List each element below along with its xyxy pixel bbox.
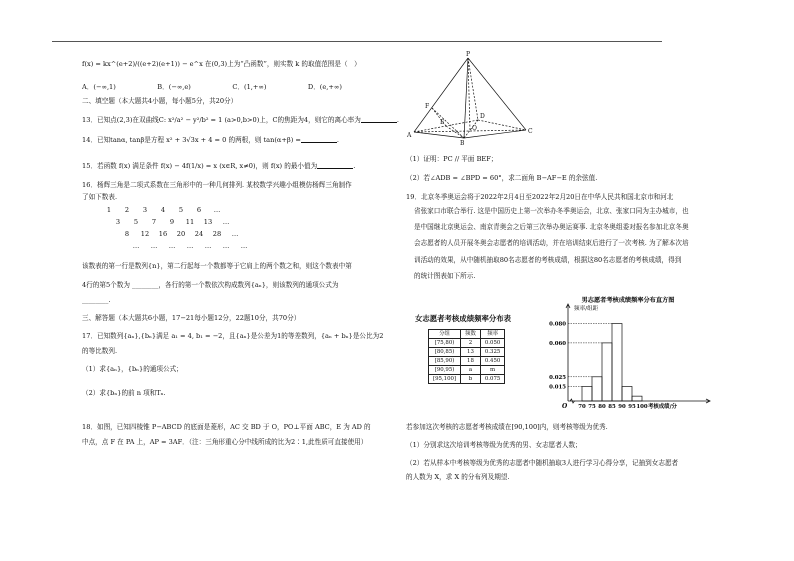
table-cell: 20 xyxy=(176,230,186,238)
q19-after-3: （2）若从样本中考核等级为优秀的志愿者中随机抽取3人进行学习心得分享，记抽到女志愿者 xyxy=(406,459,679,467)
q14-answer-blank xyxy=(301,136,337,143)
table-cell: … xyxy=(168,242,176,250)
x-tick-label: 85 xyxy=(608,404,616,410)
q19-after-4: 的人数为 X，求 X 的分布列及期望. xyxy=(406,473,510,481)
q16-tail-2: 4行的第5个数为 ________，各行的第一个数依次构成数列{aₙ}，则该数列的通项公式为 xyxy=(82,281,339,289)
table-cell: … xyxy=(240,242,248,250)
x-tick-label: 75 xyxy=(588,404,596,410)
y-tick-label: 0.080 xyxy=(549,321,566,328)
table-cell: 12 xyxy=(140,230,150,238)
q12-option-a: A．(−∞,1) xyxy=(82,83,116,91)
table-cell: 28 xyxy=(212,230,222,238)
table-cell: 16 xyxy=(158,230,168,238)
label-f: F xyxy=(425,103,430,110)
table-cell: a xyxy=(461,366,481,375)
table-cell: 18 xyxy=(461,357,481,366)
q19-line-4: 会志愿者的人员开展冬奥会志愿者的培训活动，并在培训结束后进行了一次考核. 为了解本次培 xyxy=(414,239,689,247)
number-table-row-2 xyxy=(109,218,235,226)
q12-option-d: D．(e,+∞) xyxy=(307,83,342,91)
q12-option-c: C．(1,+∞) xyxy=(232,83,267,91)
table-cell: 0.450 xyxy=(480,357,504,366)
table-row xyxy=(429,366,505,375)
q17-line-1: 17．已知数列{aₙ},{bₙ}满足 a₁ = 4, b₁ = −2，且{aₙ}是公差为1的等差数列，{aₙ + bₙ}是公比为2 xyxy=(82,332,384,340)
table-header-cell: 分组 xyxy=(429,330,461,339)
table-cell: … xyxy=(186,242,194,250)
y-tick-label: 0.025 xyxy=(549,374,566,381)
label-p: P xyxy=(466,51,471,58)
q19-line-6: 的统计图表如下所示. xyxy=(414,272,476,280)
label-o: O xyxy=(472,125,477,132)
q15-text: 15．若函数 f(x) 满足条件 f(x) − 4f(1/x) = x (x∈R, x≠0)，则 f(x) 的最小值为 xyxy=(82,162,318,170)
q16-line-1: 16．杨辉三角是二项式系数在三角形中的一种几何排列. 某校数学兴趣小组模仿杨辉三角制作 xyxy=(82,181,352,189)
table-row xyxy=(429,348,505,357)
q19-line-1: 19．北京冬季奥运会将于2022年2月4日至2022年2月20日在中华人民共和国北京市和河北 xyxy=(406,193,674,201)
table-row xyxy=(429,357,505,366)
table-cell: 2 xyxy=(124,206,130,214)
label-d: D xyxy=(480,113,485,120)
q13-text: 13．已知点(2,3)在双曲线C: x²/a² − y²/b² = 1 (a>0,b>0)上，C的焦距为4，则它的离心率为 xyxy=(82,116,361,124)
table-cell: 7 xyxy=(151,218,157,226)
q12-stem: f(x) = kx^(e+2)/((e+2)(e+1)) − e^x 在(0,3)上为“凸函数”，则实数 k 的取值范围是（ ） xyxy=(82,60,361,68)
table-cell: 1 xyxy=(106,206,112,214)
q18-line-1: 18．如图，已知四棱锥 P−ABCD 的底面是菱形，AC 交 BD 于 O，PO⊥平面 ABC，E 为 AD 的 xyxy=(82,423,371,431)
table-cell: 13 xyxy=(461,348,481,357)
q19-line-3: 是中国继北京奥运会、南京青奥会之后第三次举办奥运赛事. 北京冬奥组委对报名参加北京冬奥 xyxy=(414,223,689,231)
table-cell: 24 xyxy=(194,230,204,238)
table-cell: … xyxy=(150,242,158,250)
table-cell: 11 xyxy=(185,218,195,226)
table-cell: 9 xyxy=(169,218,175,226)
table-cell: [95,100] xyxy=(429,375,461,384)
label-e: E xyxy=(440,119,445,126)
table-header-cell: 频数 xyxy=(461,330,481,339)
table-cell: … xyxy=(213,206,221,214)
q15-answer-blank xyxy=(317,162,353,169)
x-tick-label: 90 xyxy=(618,404,626,410)
table-cell: 8 xyxy=(124,230,130,238)
q17-line-2: 的等比数列. xyxy=(82,347,118,355)
table-cell: … xyxy=(132,242,140,250)
origin-label: O xyxy=(562,403,568,410)
table-cell: [90,95) xyxy=(429,366,461,375)
table-cell: [80,85) xyxy=(429,348,461,357)
table-cell: 5 xyxy=(133,218,139,226)
table-row xyxy=(429,339,505,348)
histogram-bar xyxy=(602,343,612,401)
freq-table-title: 女志愿者考核成绩频率分布表 xyxy=(414,314,512,323)
histogram-bar xyxy=(622,386,632,401)
q19-after-1: 若参加这次考核的志愿者考核成绩在[90,100]内，则考核等级为优秀. xyxy=(406,423,608,431)
x-tick-label: 100 xyxy=(636,404,648,410)
table-cell: [75,80) xyxy=(429,339,461,348)
q18-part-2: （2）若∠ADB = ∠BPD = 60°，求二面角 B−AF−E 的余弦值. xyxy=(406,174,598,182)
table-cell: 4 xyxy=(160,206,166,214)
table-cell: m xyxy=(480,366,504,375)
edge-pc xyxy=(468,58,526,130)
chart-title: 男志愿者考核成绩频率分布直方图 xyxy=(581,297,675,304)
table-cell: … xyxy=(222,218,230,226)
header-rule xyxy=(52,41,662,42)
q18-line-2: 中点，点 F 在 PA 上，AP = 3AF．（注：三角形重心分中线所成的比为2∶1,此性质可直接使用） xyxy=(82,438,368,446)
histogram-chart xyxy=(538,295,718,413)
histogram-bar xyxy=(612,324,622,401)
table-cell: [85,90) xyxy=(429,357,461,366)
q14: 14．已知tanα, tanβ是方程 x² + 3√3x + 4 = 0 的两根，则 tan(α+β) = . xyxy=(82,136,340,144)
q17-part-2: （2）求{bₙ}的前 n 项和Tₙ. xyxy=(82,389,166,397)
table-cell: … xyxy=(231,230,239,238)
q15: 15．若函数 f(x) 满足条件 f(x) − 4f(1/x) = x (x∈R, x≠0)，则 f(x) 的最小值为 . xyxy=(82,162,356,170)
x-tick-label: 95 xyxy=(628,404,636,410)
q16-line-2: 了如下数表. xyxy=(82,193,118,201)
x-axis-label: 考核成绩/分 xyxy=(648,404,677,410)
number-table-row-4 xyxy=(127,242,253,250)
x-tick-label: 80 xyxy=(598,404,606,410)
q14-text: 14．已知tanα, tanβ是方程 x² + 3√3x + 4 = 0 的两根，则 tan(α+β) = xyxy=(82,136,301,144)
q17-part-1: （1）求{aₙ}，{bₙ}的通项公式； xyxy=(82,365,183,373)
table-row xyxy=(429,375,505,384)
q19-line-2: 省张家口市联合举行. 这是中国历史上第一次举办冬季奥运会，北京、张家口同为主办城市，也 xyxy=(414,207,689,215)
edge-ab xyxy=(414,132,464,138)
edge-pb xyxy=(464,58,468,138)
q16-tail-1: 该数表的第一行是数列{n}，第二行起每一个数都等于它肩上的两个数之和，则这个数表中第 xyxy=(82,262,352,270)
label-a: A xyxy=(407,132,412,139)
y-tick-label: 0.060 xyxy=(549,340,566,347)
q13: 13．已知点(2,3)在双曲线C: x²/a² − y²/b² = 1 (a>0,b>0)上，C的焦距为4，则它的离心率为 . xyxy=(82,116,399,124)
table-cell: 0.325 xyxy=(480,348,504,357)
table-cell: 0.075 xyxy=(480,375,504,384)
q12-options xyxy=(82,83,342,91)
y-axis-label: 频率/组距 xyxy=(574,306,599,312)
number-table-row-1 xyxy=(100,206,226,214)
table-header-row xyxy=(429,330,505,339)
table-cell: 3 xyxy=(142,206,148,214)
diagonal-ac xyxy=(414,130,526,132)
segment-fb xyxy=(432,108,464,138)
q16-tail-3: ________. xyxy=(82,296,111,304)
section-3-heading: 三、解答题（本大题共6小题，17−21每小题12分，22题10分，共70分） xyxy=(82,314,301,322)
q19-after-2: （1）分别求这次培训考核等级为优秀的男、女志愿者人数； xyxy=(406,441,582,449)
table-cell: … xyxy=(204,242,212,250)
table-cell: b xyxy=(461,375,481,384)
section-2-heading: 二、填空题（本大题共4小题，每小题5分，共20分） xyxy=(82,97,238,105)
table-cell: 2 xyxy=(461,339,481,348)
table-cell: 13 xyxy=(203,218,213,226)
table-cell: 3 xyxy=(115,218,121,226)
q12-option-b: B．(−∞,e) xyxy=(157,83,191,91)
label-b: B xyxy=(460,140,465,146)
table-cell: 5 xyxy=(178,206,184,214)
table-cell: 6 xyxy=(196,206,202,214)
histogram-bar xyxy=(582,386,592,401)
number-table-row-3 xyxy=(118,230,244,238)
y-tick-label: 0.015 xyxy=(549,384,566,391)
histogram-bar xyxy=(632,396,642,401)
freq-table-block xyxy=(410,314,516,323)
pyramid-figure xyxy=(406,50,536,146)
label-c: C xyxy=(528,128,533,135)
table-cell: … xyxy=(222,242,230,250)
q18-part-1: （1）证明：PC // 平面 BEF； xyxy=(406,155,498,163)
q19-line-5: 训活动的效果，从中随机抽取80名志愿者的考核成绩，根据这80名志愿者的考核成绩，得到 xyxy=(414,256,682,264)
freq-table xyxy=(428,329,505,384)
table-header-cell: 频率 xyxy=(480,330,504,339)
q13-answer-blank xyxy=(361,116,397,123)
table-cell: 0.050 xyxy=(480,339,504,348)
histogram-bar xyxy=(592,377,602,401)
x-tick-label: 70 xyxy=(578,404,586,410)
